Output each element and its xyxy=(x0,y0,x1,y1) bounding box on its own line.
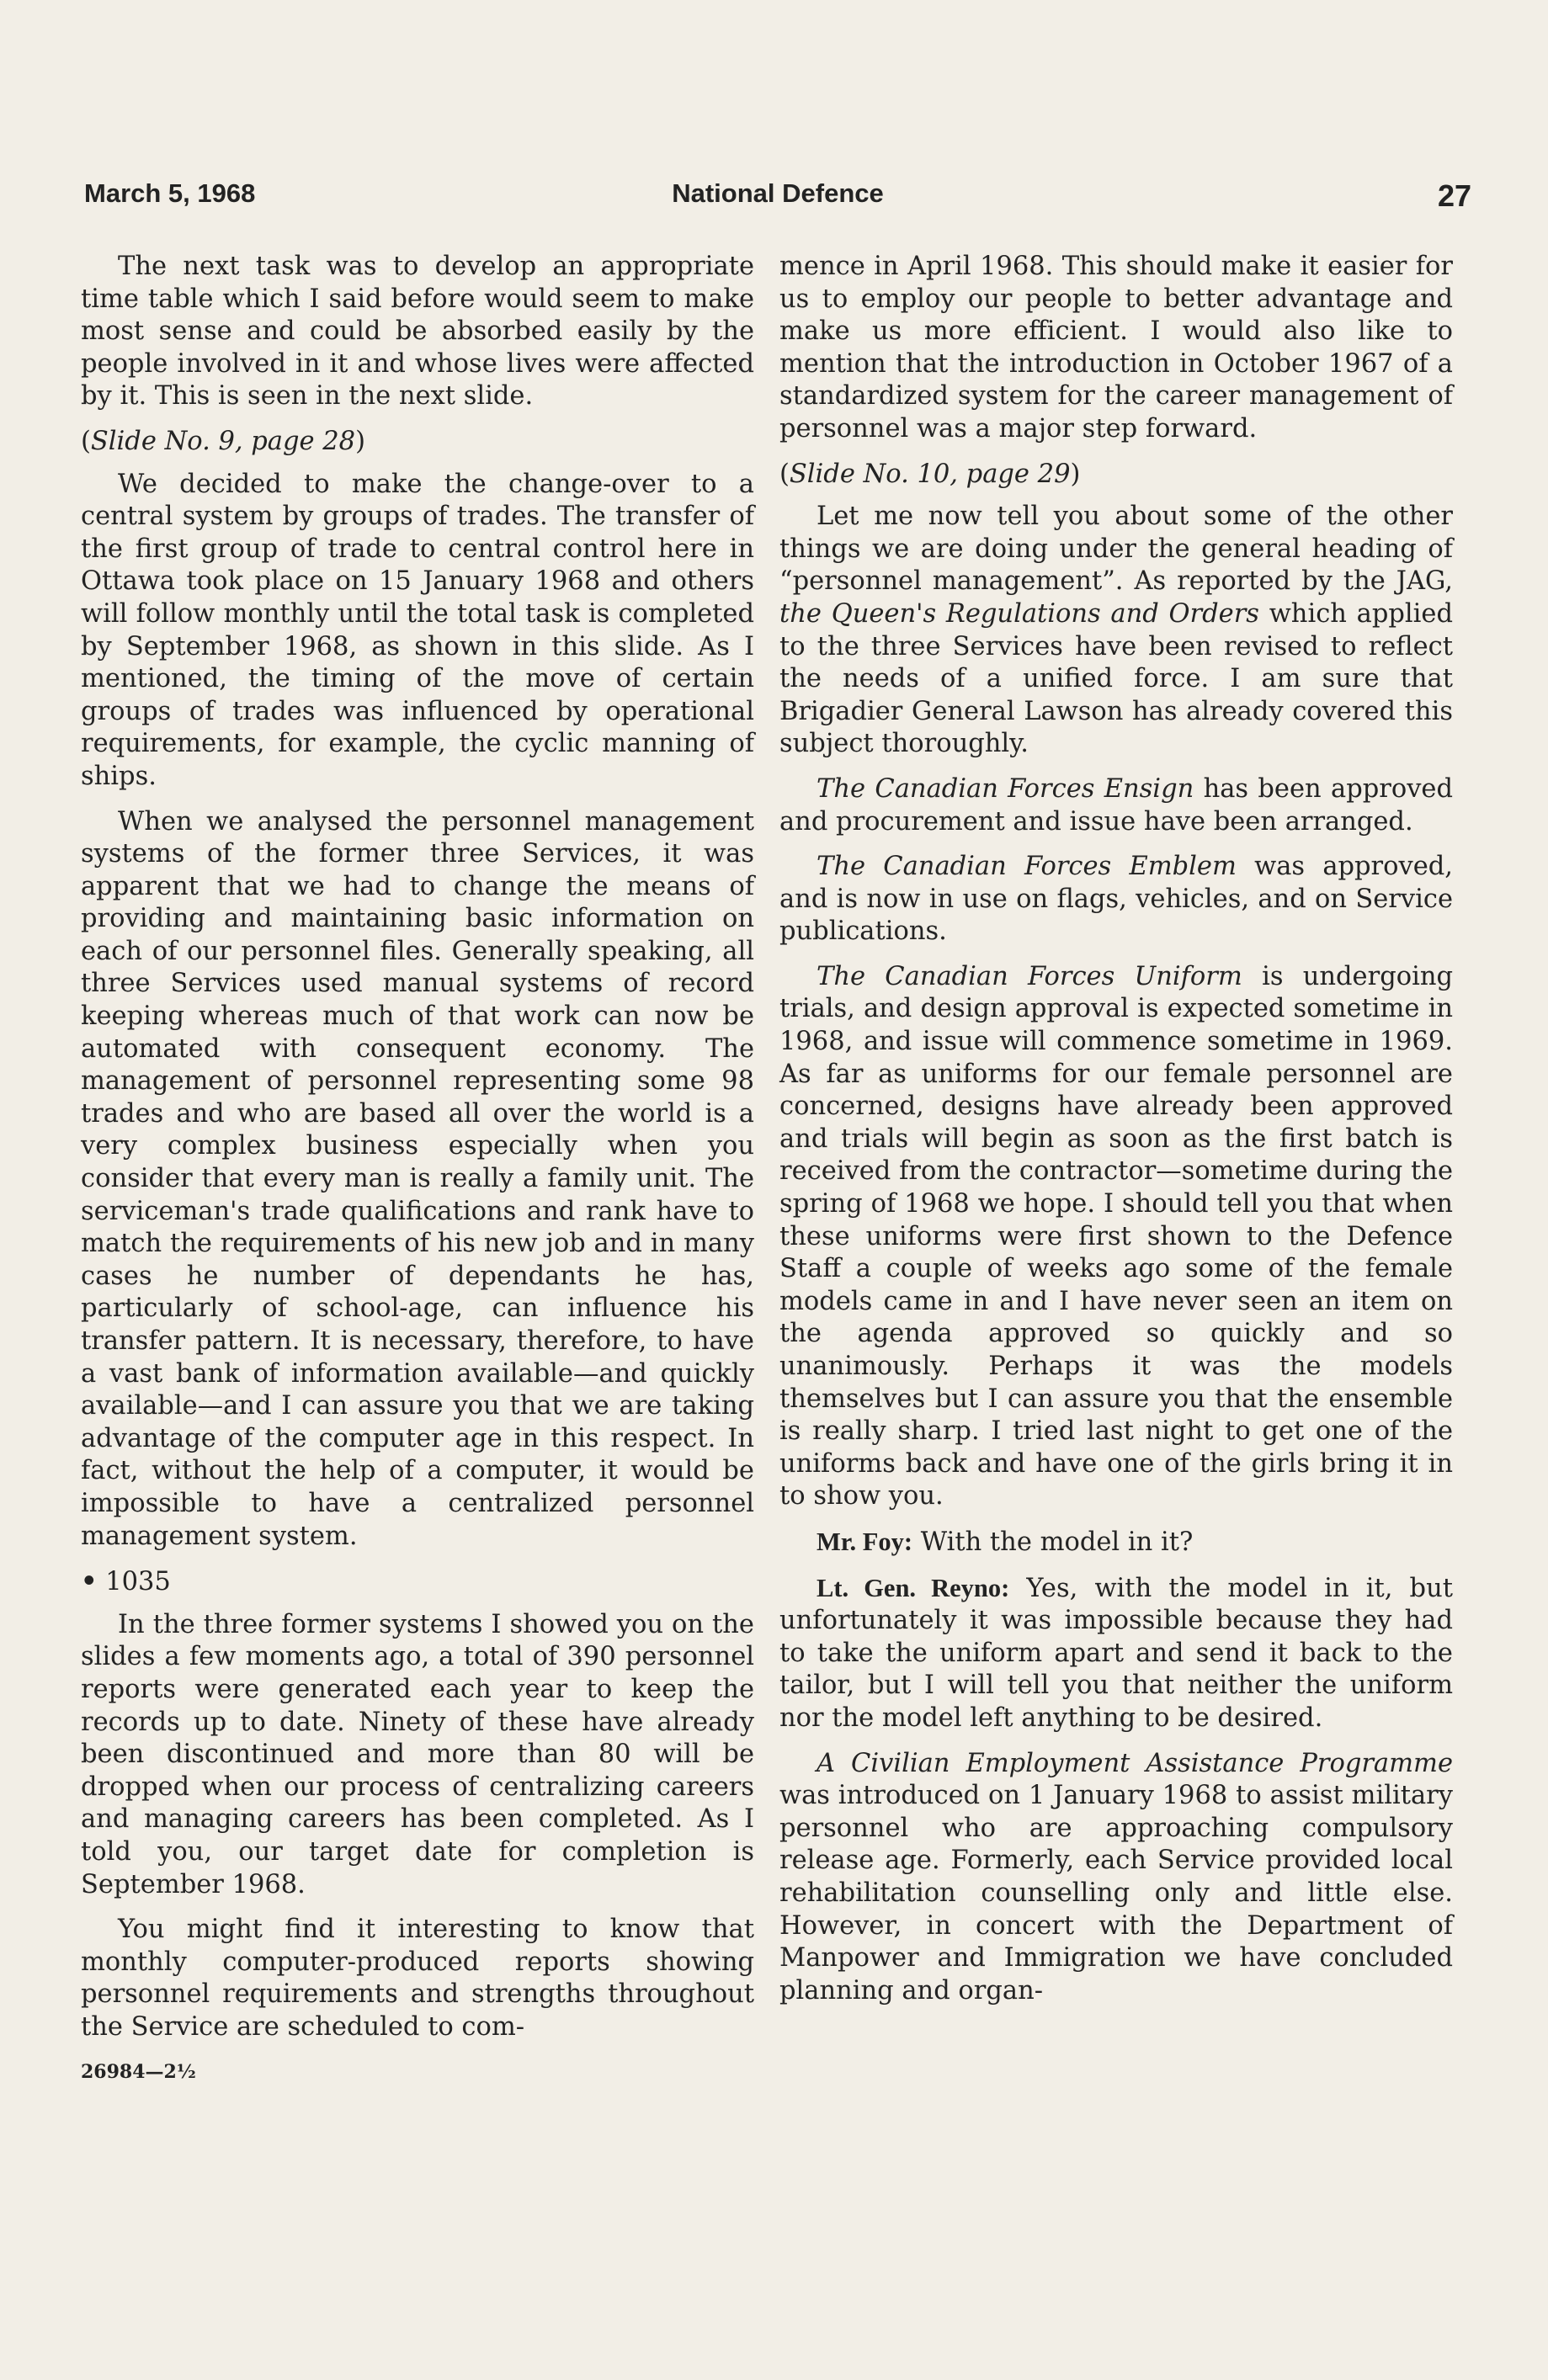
left-paragraph-2: We decided to make the change-over to a central system by groups of trades. The transfer of the first group of trade to central control here in Ottawa took place on 15 January 1968 and others will follow monthly until the total task is completed by September 1968, as shown in this slide. As I mentioned, the timing of the move of certain groups of trades was influenced by operational requirements, for example, the cyclic manning of ships. xyxy=(81,469,754,791)
page-header xyxy=(84,178,1471,217)
speaker-foy: Mr. Foy: xyxy=(817,1527,913,1556)
right-paragraph-7 xyxy=(779,1572,1453,1735)
slide-10-text: Slide No. 10, page 29 xyxy=(789,459,1071,489)
slide-10-close: ) xyxy=(1070,459,1081,489)
right-paragraph-6 xyxy=(779,1526,1453,1559)
right-paragraph-3 xyxy=(779,773,1453,838)
left-paragraph-4: In the three former systems I showed you on the slides a few moments ago, a total of 390 personnel reports were generated each year to keep the records up to date. Ninety of these have already been discontinued and more than 80 will be dropped when our process of centralizing careers and managing careers has been completed. As I told you, our target date for completion is September 1968. xyxy=(81,1609,754,1899)
time-marker xyxy=(81,1565,754,1599)
slide-10-open: ( xyxy=(779,459,790,489)
printer-signature: 26984—2½ xyxy=(81,2061,196,2084)
right-paragraph-2-title: the Queen's Regulations and Orders xyxy=(779,598,1259,629)
left-column xyxy=(81,251,754,2089)
programme-title: A Civilian Employment Assistance Programme xyxy=(817,1748,1453,1778)
right-paragraph-1: mence in April 1968. This should make it easier for us to employ our people to better advantage and make us more efficient. I would also like to mention that the introduction in October 1967 of a standardized system for the career management of personnel was a major step forward. xyxy=(779,252,1453,444)
slide-9-open: ( xyxy=(81,426,91,456)
page-number: 27 xyxy=(1437,178,1471,213)
bullet-dot: • xyxy=(81,1566,98,1597)
slide-reference-9 xyxy=(81,426,754,459)
left-paragraph-5: You might find it interesting to know that monthly computer-produced reports showing personnel requirements and strengths throughout the Service are scheduled to com- xyxy=(81,1915,754,2042)
right-paragraph-4 xyxy=(779,851,1453,948)
header-date: March 5, 1968 xyxy=(84,178,256,208)
uniform-title: The Canadian Forces Uniform xyxy=(817,961,1242,991)
right-paragraph-2-text-a: Let me now tell you about some of the other things we are doing under the general heading of “personnel management”. As reported by the JAG, xyxy=(779,502,1453,597)
header-title: National Defence xyxy=(672,178,884,208)
programme-text: was introduced on 1 January 1968 to assist military personnel who are approaching compulsory release age. Formerly, each Service provided local rehabilitation counselling only and little else. However, in concert with the Department of Manpower and Immigration we have concluded planning and organ- xyxy=(779,1781,1453,2005)
uniform-text: is undergoing trials, and design approval is expected sometime in 1968, and issue will commence sometime in 1969. As far as uniforms for our female personnel are concerned, designs have already been approved and trials will begin as soon as the first batch is received from the contractor—sometime during the spring of 1968 we hope. I should tell you that when these uniforms were first shown to the Defence Staff a couple of weeks ago some of the female models came in and I have never seen an item on the agenda approved so quickly and so unanimously. Perhaps it was the models themselves but I can assure you that the ensemble is really sharp. I tried last night to get one of the uniforms back and have one of the girls bring it in to show you. xyxy=(779,961,1453,1511)
slide-9-text: Slide No. 9, page 28 xyxy=(90,426,356,456)
right-paragraph-2 xyxy=(779,501,1453,761)
ensign-text: has been approved and procurement and issue have been arranged. xyxy=(779,773,1453,837)
right-paragraph-5 xyxy=(779,961,1453,1513)
time-stamp: 1035 xyxy=(105,1567,171,1597)
right-paragraph-8 xyxy=(779,1748,1453,2008)
slide-reference-10 xyxy=(779,459,1453,491)
left-paragraph-3: When we analysed the personnel management systems of the former three Services, it was apparent that we had to change the means of providing and maintaining basic information on each of our personnel files. Generally speaking, all three Services used manual systems of record keeping whereas much of that work can now be automated with consequent economy. The management of personnel representing some 98 trades and who are based all over the world is a very complex business especially when you consider that every man is really a family unit. The serviceman's trade qualifications and rank have to match the requirements of his new job and in many cases he number of dependants he has, particularly of school-age, can influence his transfer pattern. It is necessary, therefore, to have a vast bank of information available—and quickly available—and I can assure you that we are taking advantage of the computer age in this respect. In fact, without the help of a computer, it would be impossible to have a centralized personnel management system. xyxy=(81,806,754,1551)
emblem-text: was approved, and is now in use on flags, vehicles, and on Service publications. xyxy=(779,852,1453,947)
ensign-title: The Canadian Forces Ensign xyxy=(817,773,1194,804)
emblem-title: The Canadian Forces Emblem xyxy=(817,852,1237,882)
reyno-remark: Yes, with the model in it, but unfortunately it was impossible because they had to take the uniform apart and send it back to the tailor, but I will tell you that neither the uniform nor the model left anything to be desired. xyxy=(779,1573,1453,1733)
speaker-reyno: Lt. Gen. Reyno: xyxy=(817,1573,1010,1602)
right-column xyxy=(779,251,1453,2020)
slide-9-close: ) xyxy=(355,426,365,456)
foy-remark: With the model in it? xyxy=(912,1527,1194,1557)
right-paragraph-2-text-c: which applied to the three Services have been revised to reflect the needs of a unified force. I am sure that Brigadier General Lawson has already covered this subject thoroughly. xyxy=(779,598,1453,759)
left-paragraph-1: The next task was to develop an appropriate time table which I said before would seem to make most sense and could be absorbed easily by the people involved in it and whose lives were affected by it. This is seen in the next slide. xyxy=(81,252,754,412)
